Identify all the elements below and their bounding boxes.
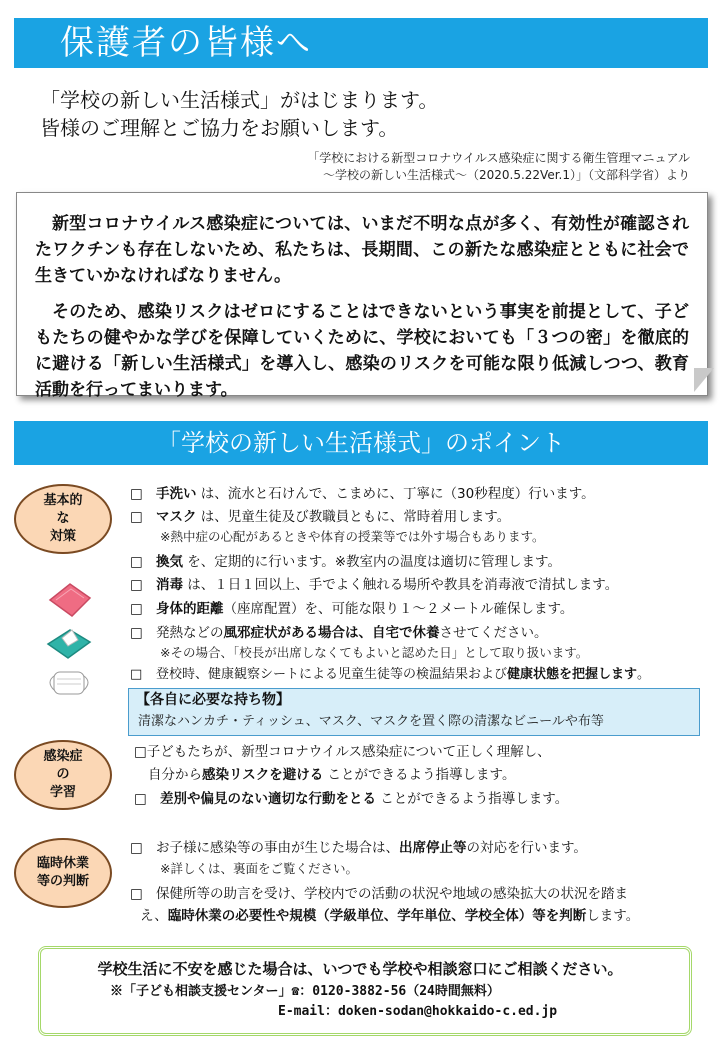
rule-text: 保健所等の助言を受け、学校内での活動の状況や地域の感染拡大の状況を踏ま [156,886,628,902]
rule-text: お子様に感染等の事由が生じた場合は、 [156,840,399,856]
rule-text: 発熱などの [156,625,224,641]
checkbox-icon: □ [130,601,143,617]
checkbox-icon: □ [130,577,143,593]
source-line-1: 「学校における新型コロナウイルス感染症に関する衛生管理マニュアル [307,151,690,165]
rule-ventilation [130,552,561,572]
mask-icon [44,666,94,704]
rule-distance [130,599,573,619]
consultation-email: E-mail：doken-sodan@hokkaido-c.ed.jp [278,1004,558,1019]
rule-keyword: 感染リスクを避ける [202,767,324,783]
rule-text: （座席配置）を、可能な限り１～２メートル確保します。 [223,601,574,617]
message-paragraph-1: 新型コロナウイルス感染症については、いまだ不明な点が多く、有効性が確認されたワクチンも存在しないため、私たちは、長期間、この新たな感染症とともに社会で生きていかなければなりません。 [35,214,689,286]
rule-keyword: 健康状態を把握します [507,667,638,682]
checkbox-icon: □ [134,791,147,807]
belongings-heading: 【各自に必要な持ち物】 [136,692,290,708]
message-paragraph-2: そのため、感染リスクはゼロにすることはできないという事実を前提として、子どもたちの健やかな学びを保障していくために、学校においても「３つの密」を徹底的に避ける「新しい生活様式」を導入し、感染のリスクを可能な限り低減しつつ、教育活動を行ってまいります。 [35,302,689,400]
rule-text: ことができるよう指導します。 [323,767,516,783]
rule-symptoms-note: ※その場合、「校長が出席しなくてもよいと認めた日」として取り扱います。 [160,645,589,660]
consultation-phone: ※「子ども相談支援センター」☎：0120-3882-56（24時間無料） [110,984,500,999]
closure-line-2 [130,884,628,904]
checkbox-icon: □ [130,840,143,856]
rule-keyword: マスク [156,509,197,525]
learning-line-1: □子どもたちが、新型コロナウイルス感染症について正しく理解し、 [134,744,551,760]
rule-text: ことができるよう指導します。 [376,791,569,807]
rule-keyword: 身体的距離 [156,601,224,617]
rule-keyword: 消毒 [156,577,183,593]
rule-text: させてください。 [439,625,548,641]
rule-keyword: 臨時休業の必要性や規模（学級単位、学年単位、学校全体）等を判断 [167,908,587,924]
page-title: 保護者の皆様へ [60,23,312,63]
category-basic-measures: 基本的 な 対策 [14,484,112,554]
rule-keyword: 風邪症状がある場合は、自宅で休養 [223,625,440,641]
rule-mask [130,507,510,527]
category-learning: 感染症 の 学習 [14,740,112,810]
rule-text: 。 [637,667,651,682]
checkbox-icon: □ [130,509,143,525]
rule-keyword: 手洗い [156,486,197,502]
source-line-2: ～学校の新しい生活様式～（2020.5.22Ver.1）」（文部科学省）より [322,168,690,182]
rule-keyword: 換気 [156,554,183,570]
consultation-message: 学校生活に不安を感じた場合は、いつでも学校や相談窓口にご相談ください。 [97,960,623,978]
rule-health-check [130,665,650,685]
checkbox-icon: □ [130,886,143,902]
learning-line-3 [134,789,568,809]
checkbox-icon: □ [130,667,143,682]
checkbox-icon: □ [130,486,143,502]
rule-text: は、１日１回以上、手でよく触れる場所や教具を消毒液で清拭します。 [183,577,619,593]
checkbox-icon: □ [130,625,143,641]
belongings-text: 清潔なハンカチ・ティッシュ、マスク、マスクを置く際の清潔なビニールや布等 [138,714,604,729]
rule-mask-note: ※熱中症の心配があるときや体育の授業等では外す場合もあります。 [160,529,545,544]
rule-handwashing [130,484,595,504]
rule-text: の対応を行います。 [466,840,587,856]
rule-text: 自分から [148,767,202,783]
learning-line-2 [148,765,515,785]
intro-line-1: 「学校の新しい生活様式」がはじまります。 [40,88,439,112]
rule-symptoms [130,623,548,643]
intro [40,86,438,142]
rule-text: え、 [140,908,168,924]
rule-text: を、定期的に行います。※教室内の温度は適切に管理します。 [183,554,561,570]
source-citation [250,150,690,184]
rule-keyword: 出席停止等 [399,840,467,856]
closure-line-1 [130,838,587,858]
closure-note: ※詳しくは、裏面をご覧ください。 [160,861,358,876]
handkerchief-icon [46,580,94,624]
intro-line-2: 皆様のご理解とご協力をお願いします。 [40,116,399,140]
rule-disinfection [130,575,618,595]
closure-line-3 [140,906,639,926]
checkbox-icon: □ [130,554,143,570]
rule-text: 登校時、健康観察シートによる児童生徒等の検温結果および [156,667,508,682]
rule-text: は、児童生徒及び教職員ともに、常時着用します。 [196,509,511,525]
rule-text: します。 [586,908,640,924]
rule-text: は、流水と石けんで、こまめに、丁寧に（30秒程度）行います。 [196,486,595,502]
tissue-icon [44,622,94,668]
page-curl [694,368,714,392]
points-title: 「学校の新しい生活様式」のポイント [157,429,565,457]
rule-keyword: 差別や偏見のない適切な行動をとる [160,791,376,807]
message-box [16,192,708,400]
category-closure: 臨時休業 等の判断 [14,838,112,908]
